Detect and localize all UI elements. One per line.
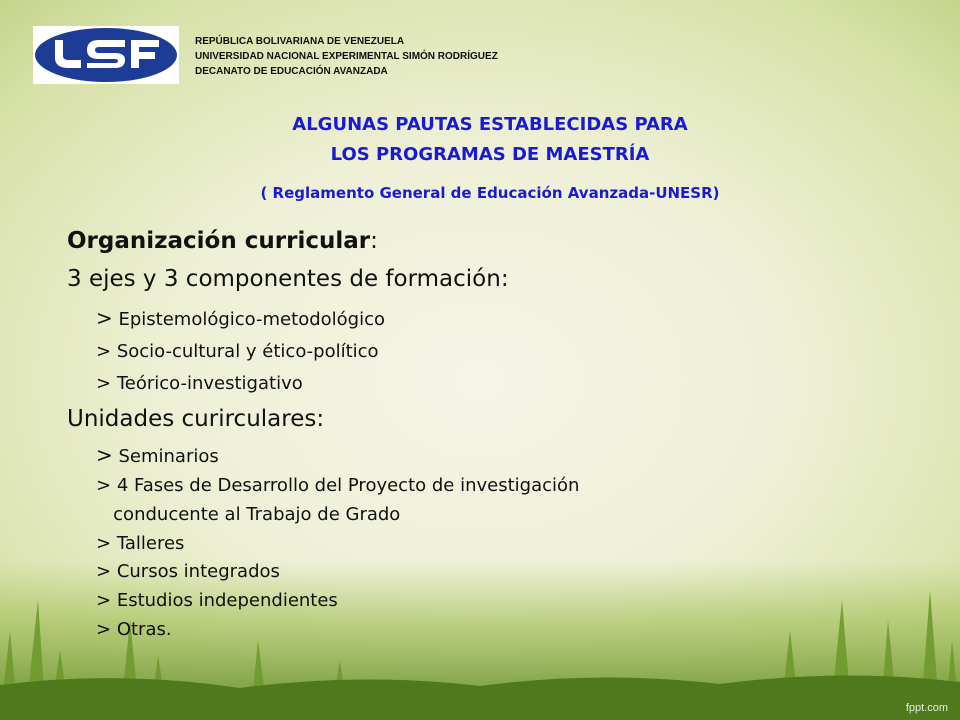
unidades-item — [96, 443, 219, 467]
title-subtitle: ( Reglamento General de Educación Avanzada-UNESR) — [260, 184, 720, 202]
ejes-item-text: Teórico-investigativo — [111, 373, 303, 394]
title-line-1: ALGUNAS PAUTAS ESTABLECIDAS PARA — [292, 114, 688, 135]
unidades-item-text: Cursos integrados — [111, 561, 280, 582]
ejes-item — [96, 373, 303, 394]
bullet-marker: > — [96, 443, 113, 467]
bullet-marker: > — [96, 306, 113, 330]
org-colon: : — [370, 228, 378, 254]
watermark: fppt.com — [905, 702, 948, 714]
ejes-item — [96, 306, 385, 330]
ejes-line: 3 ejes y 3 componentes de formación: — [67, 266, 509, 292]
ejes-item-text: Epistemológico-metodológico — [112, 309, 385, 330]
unidades-item-text: 4 Fases de Desarrollo del Proyecto de investigación — [111, 475, 580, 496]
org-heading: Organización curricular — [67, 228, 371, 254]
header-decanato: DECANATO DE EDUCACIÓN AVANZADA — [195, 66, 388, 77]
unidades-item — [96, 590, 338, 611]
ejes-item — [96, 341, 379, 362]
unidades-item-continuation — [96, 504, 400, 525]
header-republic: REPÚBLICA BOLIVARIANA DE VENEZUELA — [195, 36, 405, 47]
unidades-item-text: Talleres — [111, 533, 185, 554]
unidades-item — [96, 533, 184, 554]
unidades-item-text: conducente al Trabajo de Grado — [96, 504, 401, 525]
unidades-item — [96, 619, 172, 640]
unidades-item — [96, 561, 280, 582]
unidades-heading: Unidades curirculares: — [67, 406, 325, 432]
org-heading-line — [67, 228, 378, 254]
bullet-marker: > — [96, 619, 112, 640]
bullet-marker: > — [96, 373, 112, 394]
ejes-item-text: Socio-cultural y ético-político — [111, 341, 379, 362]
grass-decoration — [0, 560, 960, 720]
bullet-marker: > — [96, 561, 112, 582]
bullet-marker: > — [96, 590, 112, 611]
bullet-marker: > — [96, 475, 112, 496]
header-university: UNIVERSIDAD NACIONAL EXPERIMENTAL SIMÓN RODRÍGUEZ — [195, 51, 498, 62]
unidades-item-text: Otras. — [111, 619, 172, 640]
unidades-item-text: Seminarios — [112, 446, 219, 467]
title-line-2: LOS PROGRAMAS DE MAESTRÍA — [330, 144, 650, 165]
institution-header — [195, 34, 498, 79]
university-logo — [33, 26, 179, 84]
unidades-item-text: Estudios independientes — [111, 590, 338, 611]
bullet-marker: > — [96, 341, 112, 362]
bullet-marker: > — [96, 533, 112, 554]
unidades-item — [96, 475, 579, 496]
